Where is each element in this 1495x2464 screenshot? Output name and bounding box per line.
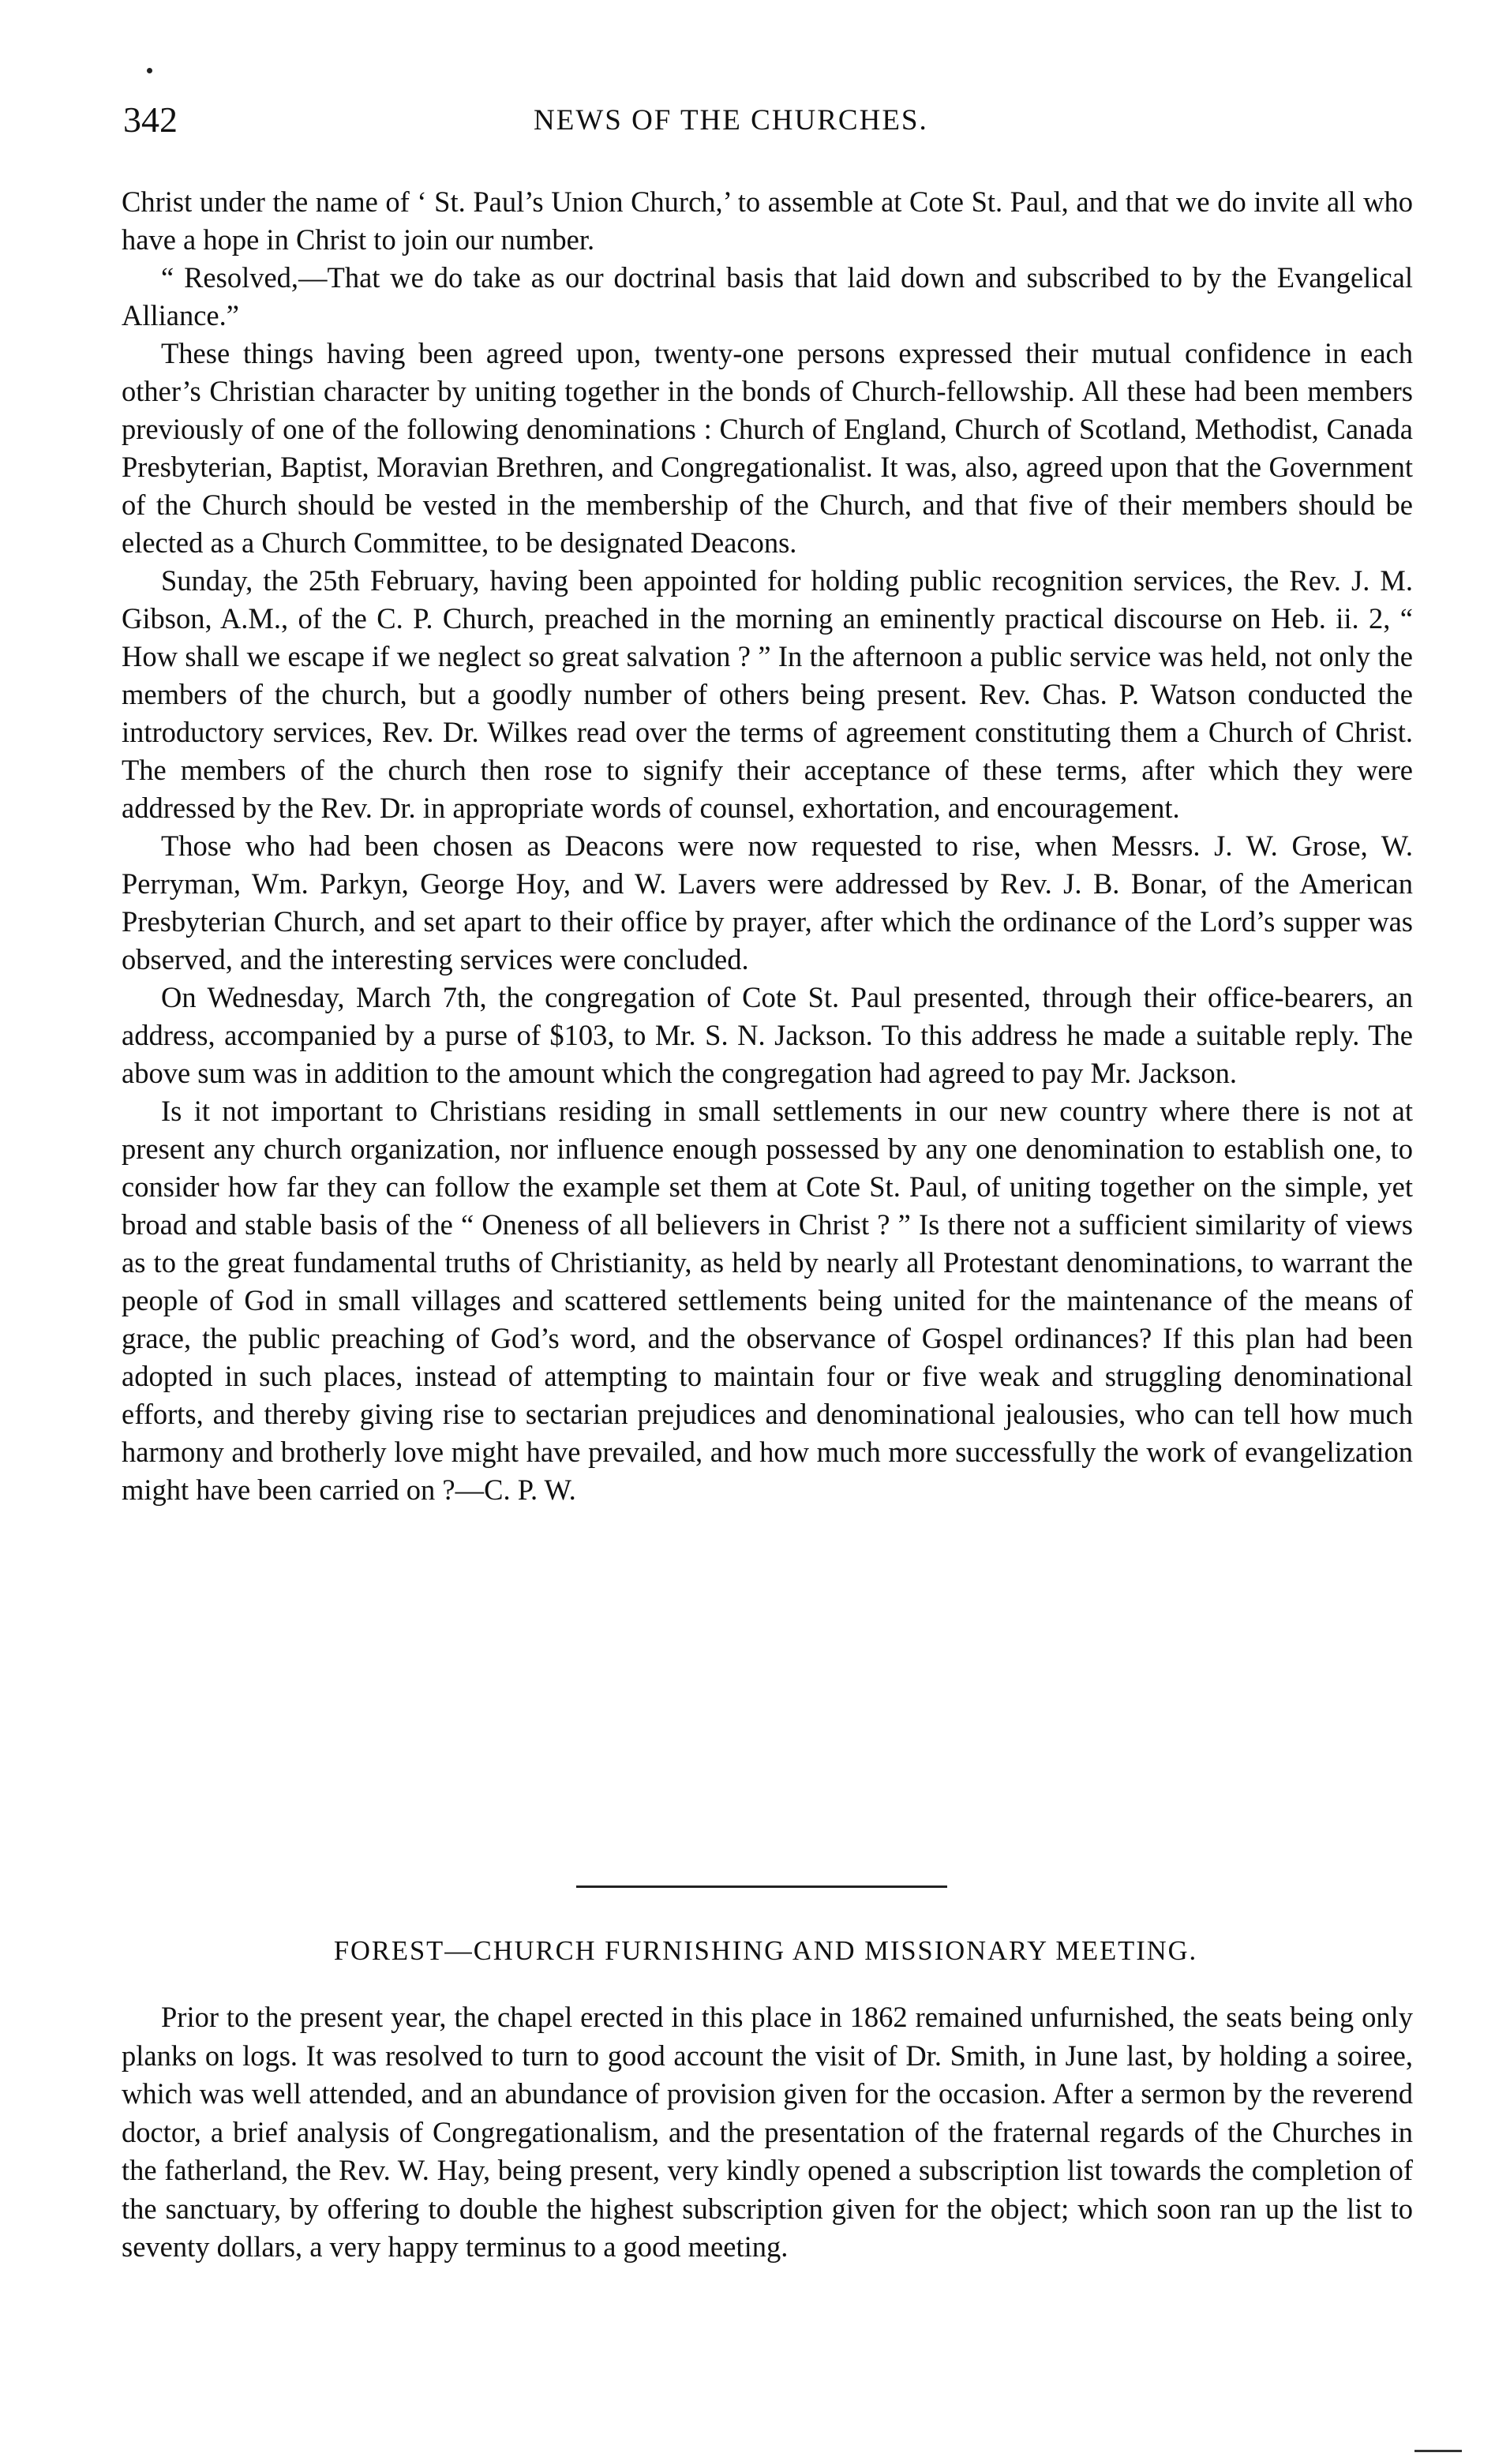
ink-dot (147, 68, 152, 73)
section-body (122, 1998, 1413, 2267)
corner-mark (1414, 2450, 1462, 2456)
section-divider (576, 1885, 947, 1888)
page-number: 342 (123, 99, 178, 140)
paragraph-deacons: Those who had been chosen as Deacons were now requested to rise, when Messrs. J. W. Grose, W. Perryman, Wm. Parkyn, George Hoy, and W. Lavers were addressed by Rev. J. B. Bonar, of the American Presbyterian Church, and set apart to their office by prayer, after which the ordinance of the Lord’s supper was observed, and the interesting services were concluded. (122, 829, 1413, 975)
paragraph-presentation: On Wednesday, March 7th, the congregation of Cote St. Paul presented, through their office-bearers, an address, accompanied by a purse of $103, to Mr. S. N. Jackson. To this address he made a suitable reply. The above sum was in addition to the amount which the congregation had agreed to pay Mr. Jackson. (122, 981, 1413, 1089)
paragraph-agreement: These things having been agreed upon, twenty-one persons expressed their mutual confidence in each other’s Christian character by uniting together in the bonds of Church-fellowship. All these had been members previously of one of the following denominations : Church of England, Church of Scotland, Methodist, Canada Presbyterian, Baptist, Moravian Brethren, and Congregationalist. It was, also, agreed upon that the Government of the Church should be vested in the membership of the Church, and that five of their members should be elected as a Church Committee, to be designated Deacons. (122, 337, 1413, 559)
paragraph-resolution: “ Resolved,—That we do take as our doctrinal basis that laid down and subscribed to by the Evangelical Alliance.” (122, 261, 1413, 331)
running-title: NEWS OF THE CHURCHES. (534, 104, 928, 137)
section-heading: FOREST—CHURCH FURNISHING AND MISSIONARY MEETING. (333, 1936, 1198, 1966)
page-header (123, 96, 1495, 144)
paragraph-reflection: Is it not important to Christians residing in small settlements in our new country where there is not at present any church organization, nor influence enough possessed by any one denomination to establish one, to consider how far they can follow the example set them at Cote St. Paul, of uniting together on the simple, yet broad and stable basis of the “ Oneness of all believers in Christ ? ” Is there not a sufficient similarity of views as to the great fundamental truths of Christianity, as held by nearly all Protestant denominations, to warrant the people of God in small villages and scattered settlements being united for the maintenance of the means of grace, the public preaching of God’s word, and the observance of Gospel ordinances? If this plan had been adopted in such places, instead of attempting to maintain four or five weak and struggling denominational efforts, and thereby giving rise to sectarian prejudices and denominational jealousies, who can tell how much harmony and brotherly love might have prevailed, and how much more successfully the work of evangelization might have been carried on ?—C. P. W. (122, 1095, 1413, 1506)
article-body (122, 183, 1413, 1509)
paragraph-forest: Prior to the present year, the chapel erected in this place in 1862 remained unfurnished, the seats being only planks on logs. It was resolved to turn to good account the visit of Dr. Smith, in June last, by holding a soiree, which was well attended, and an abundance of provision given for the occasion. After a sermon by the reverend doctor, a brief analysis of Congregationalism, and the presentation of the fraternal regards of the Churches in the fatherland, the Rev. W. Hay, being present, very kindly opened a subscription list towards the completion of the sanctuary, by offering to double the highest subscription given for the object; which soon ran up the list to seventy dollars, a very happy terminus to a good meeting. (122, 2001, 1413, 2263)
paragraph-recognition-services: Sunday, the 25th February, having been appointed for holding public recognition services, the Rev. J. M. Gibson, A.M., of the C. P. Church, preached in the morning an eminently practical discourse on Heb. ii. 2, “ How shall we escape if we neglect so great salvation ? ” In the afternoon a public service was held, not only the members of the church, but a goodly number of others being present. Rev. Chas. P. Watson conducted the introductory services, Rev. Dr. Wilkes read over the terms of agreement constituting them a Church of Christ. The members of the church then rose to signify their acceptance of these terms, after which they were addressed by the Rev. Dr. in appropriate words of counsel, exhortation, and encouragement. (122, 564, 1413, 824)
paragraph-continuation: Christ under the name of ‘ St. Paul’s Union Church,’ to assemble at Cote St. Paul, and that we do invite all who have a hope in Christ to join our number. (122, 185, 1413, 256)
